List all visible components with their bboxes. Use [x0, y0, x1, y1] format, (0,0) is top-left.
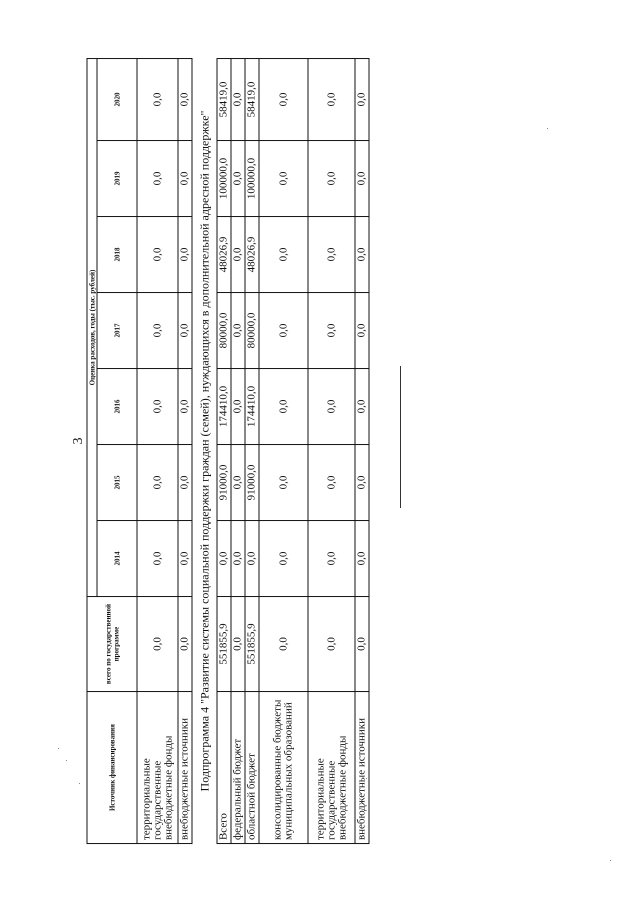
header-group: Оценка расходов, годы (тыс. рублей): [87, 58, 97, 596]
row-value: 0,0: [217, 520, 231, 596]
row-value: 58419,0: [245, 58, 259, 140]
row-label: Всего: [217, 691, 231, 843]
financing-table: [87, 57, 370, 843]
row-value: 0,0: [231, 520, 245, 596]
row-label: территориальные государственные внебюджетные фонды: [308, 691, 355, 843]
row-value: 0,0: [355, 140, 369, 216]
row-value: 0,0: [355, 368, 369, 444]
row-value: 0,0: [137, 368, 178, 444]
scan-speck: [547, 128, 548, 129]
row-value: 58419,0: [217, 58, 231, 140]
row-value: 0,0: [137, 140, 178, 216]
row-total: 0,0: [308, 596, 355, 691]
row-value: 0,0: [178, 368, 192, 444]
header-year: 2020: [97, 58, 137, 140]
row-value: 0,0: [178, 58, 192, 140]
row-value: 0,0: [308, 292, 355, 368]
row-label: территориальные государственные внебюджетные фонды: [137, 691, 178, 843]
row-total: 0,0: [231, 596, 245, 691]
row-value: 0,0: [178, 520, 192, 596]
row-total: 0,0: [355, 596, 369, 691]
header-year: 2015: [97, 444, 137, 520]
row-value: 0,0: [259, 216, 308, 292]
row-value: 0,0: [231, 216, 245, 292]
row-value: 0,0: [231, 140, 245, 216]
row-value: 0,0: [259, 368, 308, 444]
header-total: всего по государственной программе: [87, 596, 137, 691]
row-value: 100000,0: [245, 140, 259, 216]
subprogram-row: [192, 58, 217, 843]
row-value: 48026,9: [217, 216, 231, 292]
row-value: 0,0: [259, 520, 308, 596]
row-value: 0,0: [178, 216, 192, 292]
row-value: 0,0: [137, 520, 178, 596]
row-value: 0,0: [308, 520, 355, 596]
row-value: 0,0: [259, 444, 308, 520]
scan-speck: [610, 860, 611, 861]
row-total: 551855,9: [245, 596, 259, 691]
row-total: 551855,9: [217, 596, 231, 691]
row-value: 0,0: [355, 58, 369, 140]
row-value: 80000,0: [245, 292, 259, 368]
row-total: 0,0: [178, 596, 192, 691]
financing-table-container: [88, 58, 368, 843]
table-row: [259, 58, 308, 843]
row-value: 0,0: [178, 292, 192, 368]
row-value: 0,0: [231, 444, 245, 520]
header-year: 2017: [97, 292, 137, 368]
row-value: 0,0: [308, 216, 355, 292]
row-value: 0,0: [308, 58, 355, 140]
row-value: 0,0: [231, 368, 245, 444]
row-label: федеральный бюджет: [231, 691, 245, 843]
row-total: 0,0: [137, 596, 178, 691]
row-value: 0,0: [308, 368, 355, 444]
row-value: 0,0: [308, 444, 355, 520]
row-value: 0,0: [355, 520, 369, 596]
row-value: 0,0: [355, 292, 369, 368]
row-value: 0,0: [178, 140, 192, 216]
row-label: внебюджетные источники: [355, 691, 369, 843]
table-row: [217, 58, 231, 843]
row-value: 0,0: [231, 292, 245, 368]
row-value: 48026,9: [245, 216, 259, 292]
signature-line: [400, 366, 401, 508]
scan-speck: [79, 783, 80, 784]
header-year: 2014: [97, 520, 137, 596]
scan-speck: [58, 748, 59, 749]
row-value: 0,0: [259, 140, 308, 216]
table-row: [245, 58, 259, 843]
row-label: консолидированные бюджеты муниципальных образований: [259, 691, 308, 843]
row-value: 80000,0: [217, 292, 231, 368]
row-value: 0,0: [355, 216, 369, 292]
row-value: 91000,0: [217, 444, 231, 520]
subprogram-title: Подпрограмма 4 "Развитие системы социальной поддержки граждан (семей), нуждающихся в дополнительной адресной поддержке": [192, 58, 217, 843]
row-label: внебюджетные источники: [178, 691, 192, 843]
row-value: 0,0: [259, 292, 308, 368]
header-row-1: [87, 58, 97, 843]
row-value: 0,0: [137, 216, 178, 292]
table-row: [308, 58, 355, 843]
row-value: 0,0: [259, 58, 308, 140]
header-year: 2019: [97, 140, 137, 216]
row-label: областной бюджет: [245, 691, 259, 843]
table-row: [355, 58, 369, 843]
row-value: 0,0: [137, 444, 178, 520]
table-row: [137, 58, 178, 843]
row-value: 174410,0: [245, 368, 259, 444]
row-value: 0,0: [355, 444, 369, 520]
row-value: 91000,0: [245, 444, 259, 520]
row-value: 0,0: [137, 58, 178, 140]
header-year: 2016: [97, 368, 137, 444]
row-value: 0,0: [245, 520, 259, 596]
header-source: Источник финансирования: [87, 691, 137, 843]
page-number: 3: [71, 437, 86, 445]
table-row: [231, 58, 245, 843]
row-value: 0,0: [308, 140, 355, 216]
table-row: [178, 58, 192, 843]
row-value: 0,0: [137, 292, 178, 368]
row-value: 0,0: [178, 444, 192, 520]
row-total: 0,0: [259, 596, 308, 691]
row-value: 100000,0: [217, 140, 231, 216]
row-value: 0,0: [231, 58, 245, 140]
scan-speck: [66, 760, 67, 761]
row-value: 174410,0: [217, 368, 231, 444]
header-year: 2018: [97, 216, 137, 292]
